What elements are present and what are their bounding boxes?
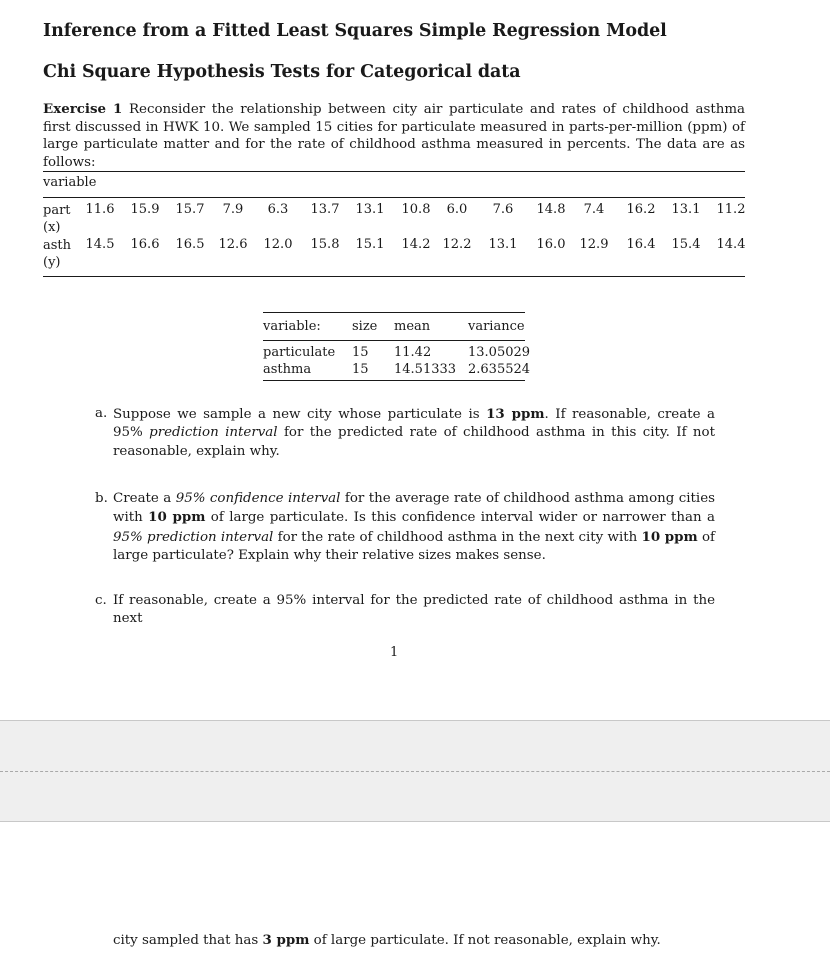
question-c: [95, 592, 715, 629]
data-row-label-particulate: part (x): [43, 203, 71, 235]
question-text: Suppose we sample a new city whose particulate is: [113, 407, 487, 422]
question-emphasis: 10 ppm: [148, 509, 206, 526]
question-text: Create a: [113, 491, 176, 506]
question-term: 95% prediction interval: [113, 529, 274, 545]
summary-header-size: size: [352, 319, 378, 334]
data-cell: 13.1: [488, 237, 518, 252]
question-text: of large particulate. Is this confidence interval wider or narrower than a: [205, 510, 715, 526]
data-cell: 15.4: [671, 237, 701, 252]
data-cell: 6.0: [446, 202, 468, 217]
data-cell: 11.2: [716, 202, 746, 217]
data-cell: 14.5: [85, 237, 115, 252]
summary-cell: 15: [352, 345, 369, 360]
data-cell: 15.7: [175, 202, 205, 217]
question-marker: c.: [95, 593, 107, 608]
data-cell: 13.1: [671, 202, 701, 217]
data-cell: 12.2: [442, 237, 472, 252]
summary-cell: particulate: [263, 345, 336, 360]
summary-cell: 15: [352, 362, 369, 377]
data-cell: 7.4: [583, 202, 605, 217]
summary-header-variable: variable:: [263, 319, 321, 334]
data-cell: 15.1: [355, 237, 385, 252]
summary-cell: 14.51333: [394, 362, 457, 377]
data-cell: 16.4: [626, 237, 656, 252]
summary-table-header-rule: [263, 340, 525, 341]
question-text: If reasonable, create a 95% interval for the predicted rate of childhood asthma in the next: [113, 593, 715, 627]
summary-header-mean: mean: [394, 319, 431, 334]
question-emphasis: 10 ppm: [641, 528, 698, 545]
question-emphasis: 3 ppm: [262, 932, 310, 948]
data-cell: 12.6: [218, 237, 248, 252]
data-table-bottom-rule: [43, 276, 745, 277]
data-table-header: variable: [43, 175, 97, 190]
question-marker: b.: [95, 491, 108, 506]
data-cell: 14.2: [401, 237, 431, 252]
data-cell: 10.8: [401, 202, 431, 217]
question-text: of large particulate? Explain why their relative sizes makes sense.: [113, 529, 715, 563]
data-cell: 16.0: [536, 237, 566, 252]
data-cell: 12.9: [579, 237, 609, 252]
question-text: for the rate of childhood asthma in the next city with: [273, 529, 642, 545]
question-c-continuation: [113, 932, 661, 948]
data-cell: 16.5: [175, 237, 205, 252]
page-subtitle: Chi Square Hypothesis Tests for Categorical data: [43, 62, 521, 82]
summary-table-bottom-rule: [263, 380, 525, 381]
summary-cell: 2.635524: [468, 362, 531, 377]
page-title: Inference from a Fitted Least Squares Simple Regression Model: [43, 21, 667, 41]
question-term: prediction interval: [149, 425, 278, 441]
data-cell: 13.7: [310, 202, 340, 217]
exercise-paragraph: [43, 101, 745, 171]
question-text: for the average rate of childhood asthma among cities with: [113, 491, 715, 526]
data-cell: 7.6: [492, 202, 514, 217]
data-cell: 16.2: [626, 202, 656, 217]
page-break-gap: [0, 720, 830, 822]
question-text: of large particulate. If not reasonable, explain why.: [309, 933, 661, 948]
data-row-label-asthma: asth (y): [43, 238, 72, 270]
question-text: . If reasonable, create a 95%: [113, 407, 715, 441]
summary-cell: 11.42: [394, 345, 432, 360]
question-a: [95, 405, 715, 461]
data-table-top-rule: [43, 171, 745, 172]
data-cell: 6.3: [267, 202, 289, 217]
data-cell: 15.8: [310, 237, 340, 252]
data-cell: 11.6: [85, 202, 115, 217]
data-cell: 12.0: [263, 237, 293, 252]
data-cell: 13.1: [355, 202, 385, 217]
data-cell: 14.8: [536, 202, 566, 217]
page-number: 1: [390, 645, 399, 660]
data-cell: 16.6: [130, 237, 160, 252]
data-table-header-rule: [43, 197, 745, 198]
question-b: [95, 490, 715, 565]
data-cell: 15.9: [130, 202, 160, 217]
exercise-text: Reconsider the relationship between city air particulate and rates of childhood asthma first discussed in HWK 10. We sampled 15 cities for particulate measured in parts-per-million (ppm) of large particulate matter and for the rate of childhood asthma measured in percents. The data are as follows:: [43, 102, 746, 170]
question-marker: a.: [95, 406, 108, 421]
question-emphasis: 13 ppm: [486, 406, 545, 422]
summary-cell: 13.05029: [468, 345, 531, 360]
exercise-label: Exercise 1: [43, 101, 123, 117]
summary-header-variance: variance: [468, 319, 525, 334]
summary-table-top-rule: [263, 312, 525, 313]
page-break-line: [0, 771, 830, 772]
data-cell: 7.9: [222, 202, 244, 217]
question-term: 95% confidence interval: [175, 491, 341, 506]
summary-cell: asthma: [263, 362, 312, 377]
question-text: city sampled that has: [113, 933, 263, 948]
data-cell: 14.4: [716, 237, 746, 252]
question-text: for the predicted rate of childhood asthma in this city. If not reasonable, explain why.: [113, 425, 715, 459]
